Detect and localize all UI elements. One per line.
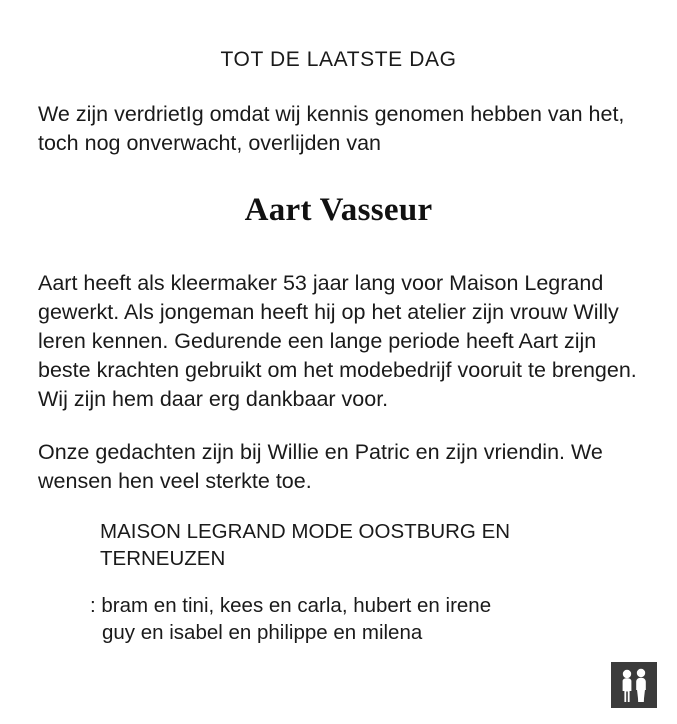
condolence-paragraph: Onze gedachten zijn bij Willie en Patric en zijn vriendin. We wensen hen veel sterkte toe. xyxy=(38,440,603,493)
biography-paragraph: Aart heeft als kleermaker 53 jaar lang voor Maison Legrand gewerkt. Als jongeman heeft hij op het atelier zijn vrouw Willy leren kennen. Gedurende een lange periode heeft Aart zijn beste krachten gebruikt om het modebedrijf vooruit te brengen. Wij zijn hem daar erg dankbaar voor. xyxy=(38,271,637,411)
signers-line-2: guy en isabel en philippe en milena xyxy=(102,621,423,644)
signers-block xyxy=(38,592,639,646)
intro-paragraph: We zijn verdrietIg omdat wij kennis genomen hebben van het, toch nog onverwacht, overlijden van xyxy=(38,102,625,155)
deceased-name: Aart Vasseur xyxy=(244,192,433,228)
page-title: TOT DE LAATSTE DAG xyxy=(220,48,457,71)
company-signature: MAISON LEGRAND MODE OOSTBURG EN TERNEUZEN xyxy=(100,520,511,570)
family-figure-icon xyxy=(611,662,657,708)
signers-line-1: : bram en tini, kees en carla, hubert en irene xyxy=(90,594,492,617)
